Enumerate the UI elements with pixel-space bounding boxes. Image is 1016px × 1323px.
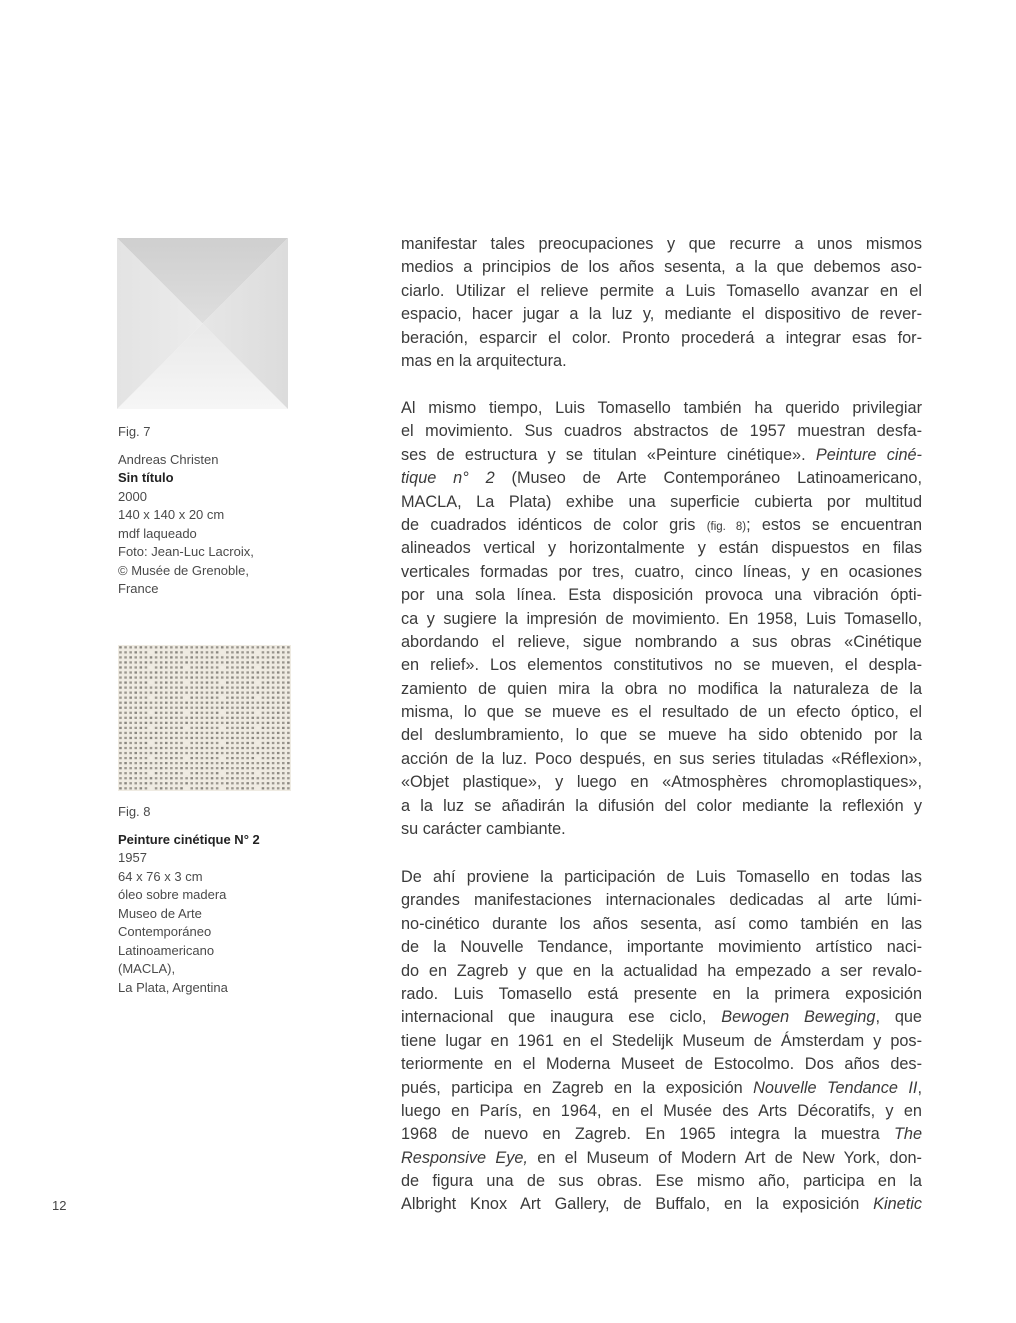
text-line: MACLA, La Plata) exhibe una superficie cubierta por multitud [401,492,922,511]
paragraph-2 [401,397,922,841]
paragraph-1 [401,233,922,373]
paragraph-3 [401,866,922,1217]
text-line: beración, esparcir el color. Pronto procederá a integrar esas for- [401,328,922,347]
figure-8-image [118,645,291,791]
text-line: 1968 de nuevo en Zagreb. En 1965 integra la muestra The [401,1125,922,1144]
text-line: Albright Knox Art Gallery, de Buffalo, en la exposición Kinetic [401,1195,922,1214]
figure-7-year: 2000 [118,488,147,504]
figure-7-image [117,238,288,409]
figure-7-title: Sin título [118,470,174,485]
text-line: su carácter cambiante. [401,820,566,839]
figure-8-title: Peinture cinétique N° 2 [118,831,260,847]
text-line: tique n° 2 (Museo de Arte Contemporáneo Latinoamericano, [401,469,922,488]
text-line: de figura una de sus obras. Ese mismo año, participa en la [401,1172,922,1191]
figure-8-location: Latinoamericano [118,942,215,958]
text-line: espacio, hacer jugar a la luz y, mediante el dispositivo de rever- [401,305,922,324]
text-line: por una sola línea. Esta disposición provoca una vibración ópti- [401,586,922,605]
text-line: ca y sugiere la impresión de movimiento. En 1958, Luis Tomasello, [401,609,922,628]
text-line: mas en la arquitectura. [401,351,567,370]
text-line: misma, lo que se mueve es el resultado de un efecto óptico, el [401,703,922,722]
figure-7-caption [118,423,318,599]
figure-8-location: Contemporáneo [118,924,212,939]
text-line: el movimiento. Sus cuadros abstractos de 1957 muestran desfa- [401,422,922,441]
figure-8-location: (MACLA), [118,961,176,976]
text-line: del deslumbramiento, lo que se mueve ha sido obtenido por la [401,726,922,745]
figure-8-medium: óleo sobre madera [118,887,227,902]
figure-8-caption [118,803,318,997]
figure-7-artist: Andreas Christen [118,451,219,467]
figure-7-label: Fig. 7 [118,424,151,439]
text-line: de cuadrados idénticos de color gris (fig. 8); estos se encuentran [401,515,922,534]
text-line: a la luz se añadirán la difusión del color mediante la reflexión y [401,796,922,815]
text-line: acción de la luz. Poco después, en sus series tituladas «Réflexion», [401,749,922,768]
text-line: teriormente en el Moderna Museet de Estocolmo. Dos años des- [401,1055,922,1074]
text-line: Responsive Eye, en el Museum of Modern Art de New York, don- [401,1148,922,1167]
text-line: «Objet plastique», y luego en «Atmosphères chromoplastiques», [401,773,922,792]
text-line: grandes manifestaciones internacionales dedicadas al arte lúmi- [401,891,922,910]
figure-8-location: La Plata, Argentina [118,979,228,995]
figure-8-location: Museo de Arte [118,905,202,921]
text-line: abordando el relieve, sigue nombrando a sus obras «Cinétique [401,632,922,651]
figure-7-credit: France [118,581,159,596]
text-line: Al mismo tiempo, Luis Tomasello también ha querido privilegiar [401,399,922,417]
text-line: pués, participa en Zagreb en la exposición Nouvelle Tendance II, [401,1078,922,1097]
text-line: internacional que inaugura ese ciclo, Bewogen Beweging, que [401,1008,922,1027]
figure-reference: (fig. 8) [706,520,747,533]
text-line: luego en París, en 1964, en el Musée des Arts Décoratifs, y en [401,1101,922,1120]
text-line: tiene lugar en 1961 en el Stedelijk Museum de Ámsterdam y pos- [401,1031,922,1050]
text-line: alineados vertical y horizontalmente y están dispuestos en filas [401,539,922,558]
figure-8-dimensions: 64 x 76 x 3 cm [118,868,203,884]
figure-7-credit: Foto: Jean-Luc Lacroix, [118,544,254,559]
text-line: manifestar tales preocupaciones y que recurre a unos mismos [401,235,922,253]
text-line: ses de estructura y se titulan «Peinture cinétique». Peinture ciné- [401,445,922,464]
text-line: De ahí proviene la participación de Luis Tomasello en todas las [401,868,922,886]
text-line: ciarlo. Utilizar el relieve permite a Luis Tomasello avanzar en el [401,281,922,300]
text-line: zamiento de quien mira la obra no modifica la naturaleza de la [401,679,922,698]
text-line: medios a principios de los años sesenta, a la que debemos aso- [401,258,922,277]
figure-8-year: 1957 [118,850,147,865]
text-line: no-cinético durante los años sesenta, así como también en las [401,914,922,933]
text-line: rado. Luis Tomasello está presente en la primera exposición [401,984,922,1003]
text-line: verticales formadas por tres, cuatro, cinco líneas, y en ocasiones [401,562,922,581]
figure-7-medium: mdf laqueado [118,525,197,541]
text-line: en relief». Los elementos constitutivos no se mueven, el despla- [401,656,922,675]
page-number: 12 [52,1198,67,1213]
figure-7-credit: © Musée de Grenoble, [118,562,249,578]
figure-7-dimensions: 140 x 140 x 20 cm [118,507,225,522]
text-line: de la Nouvelle Tendance, importante movimiento artístico naci- [401,938,922,957]
figure-8-label: Fig. 8 [118,804,151,819]
text-line: do en Zagreb y que en la actualidad ha empezado a ser revalo- [401,961,922,980]
